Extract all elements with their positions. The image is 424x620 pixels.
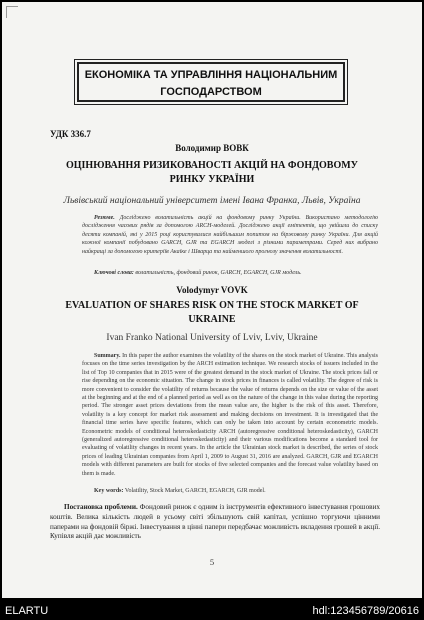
footer-repository-label: ELARTU	[5, 605, 49, 617]
corner-crop-mark	[6, 6, 18, 18]
keywords-ua	[82, 269, 378, 277]
keywords-ua-label: Ключові слова:	[94, 270, 134, 276]
summary-en-text: In this paper the author examines the volatility of the shares on the stock market of Ukraine. This analysis focuses on the time series investigation by the ARCH estimation technique. We research stocks of issuers included in the list of Top 10 companies that in 2015 were of the greatest demand in the stock market of Ukraine. The stock prices fall or rise depending on the economic situation. The change in stock prices in finances is called volatility. The degree of risk is more convenient to consider the volatility of returns because the value of returns depends on the size or value of the asset at the beginning and at the end of a planned period as well as on the nature of the change in this value during the reporting period. The stronger asset prices deviations from the mean value are, the higher is the risk of this asset. Therefore, volatility is a key concept for market risk assessment and making decisions on investment. It is investigated that the financial time series have specific features, which can only be taken into account by certain econometric models. Econometric models of conditional heteroskedasticity ARCH (autoregressive conditional heteroskedasticity), GARCH (generalized autoregressive conditional heteroskedasticity) and their various modifications become a standard tool for evaluating of volatility changes in recent years. In the article the Ukrainian stock market is described, the series of stock prices of leading Ukrainian companies from April 1, 2009 to August 31, 2016 are analyzed. GARCH, GJR and EGARCH models with different parameters are built for stocks of five selected companies and the forecast value volatility based on them is made.	[82, 353, 378, 477]
body-label: Постановка проблеми.	[64, 503, 138, 511]
section-heading-box	[77, 62, 345, 102]
affiliation-en: Ivan Franko National University of Lviv, Lviv, Ukraine	[106, 333, 318, 343]
author-en: Volodymyr VOVK	[176, 285, 248, 295]
footer-handle-id: hdl:123456789/20616	[312, 605, 419, 617]
body-text: Фондовий ринок є одним із інструментів ефективного інвестування грошових коштів. Велика кількість людей в усьому світі збільшують свій капітал, успішно торгуючи цінними паперами на фондовій біржі. Інвестування в цінні папери передбачає можливість вкладення грошей в акції. Купівля акцій дає можливість	[50, 503, 380, 541]
title-ua: ОЦІНЮВАННЯ РИЗИКОВАНОСТІ АКЦІЙ НА ФОНДОВОМУ РИНКУ УКРАЇНИ	[65, 160, 359, 185]
title-en: EVALUATION OF SHARES RISK ON THE STOCK MARKET OF UKRAINE	[65, 300, 359, 325]
author-ua: Володимир ВОВК	[175, 143, 249, 153]
udk-code: УДК 336.7	[50, 129, 91, 139]
section-heading: ЕКОНОМІКА ТА УПРАВЛІННЯ НАЦІОНАЛЬНИМ ГОСПОДАРСТВОМ	[84, 69, 338, 98]
keywords-en-label: Key words:	[94, 488, 124, 494]
keywords-en	[82, 487, 378, 495]
keywords-ua-text: волатильність, фондовий ринок, GARCH, EGARCH, GJR модель.	[135, 270, 302, 276]
keywords-en-text: Volatility, Stock Market, GARCH, EGARCH, GJR model.	[124, 488, 266, 494]
abstract-ua	[82, 214, 378, 256]
summary-en	[82, 352, 378, 478]
summary-en-label: Summary.	[94, 353, 121, 359]
body-paragraph	[50, 503, 380, 542]
abstract-ua-text: Досліджено волатильність акцій на фондовому ринку України. Використано методологію дослідження часових рядів за допомогою ARCH-моделей. Досліджено акції емітентів, що увійшли до списку десяти компаній, які у 2015 році користувалися найбільшим попитом на біржовому ринку України. Для акцій кожної компанії побудовано GARCH, GJR та EGARCH моделі з різними параметрами. Серед них вибрано найкращі за допомогою критеріїв Акаїке і Шварца та найменшого прогнозу значення волатильності.	[82, 215, 379, 255]
paper-page	[2, 2, 422, 598]
affiliation-ua: Львівський національний університет імені Івана Франка, Львів, Україна	[63, 196, 361, 206]
page-number: 5	[209, 557, 215, 567]
abstract-ua-label: Резюме.	[94, 215, 115, 221]
